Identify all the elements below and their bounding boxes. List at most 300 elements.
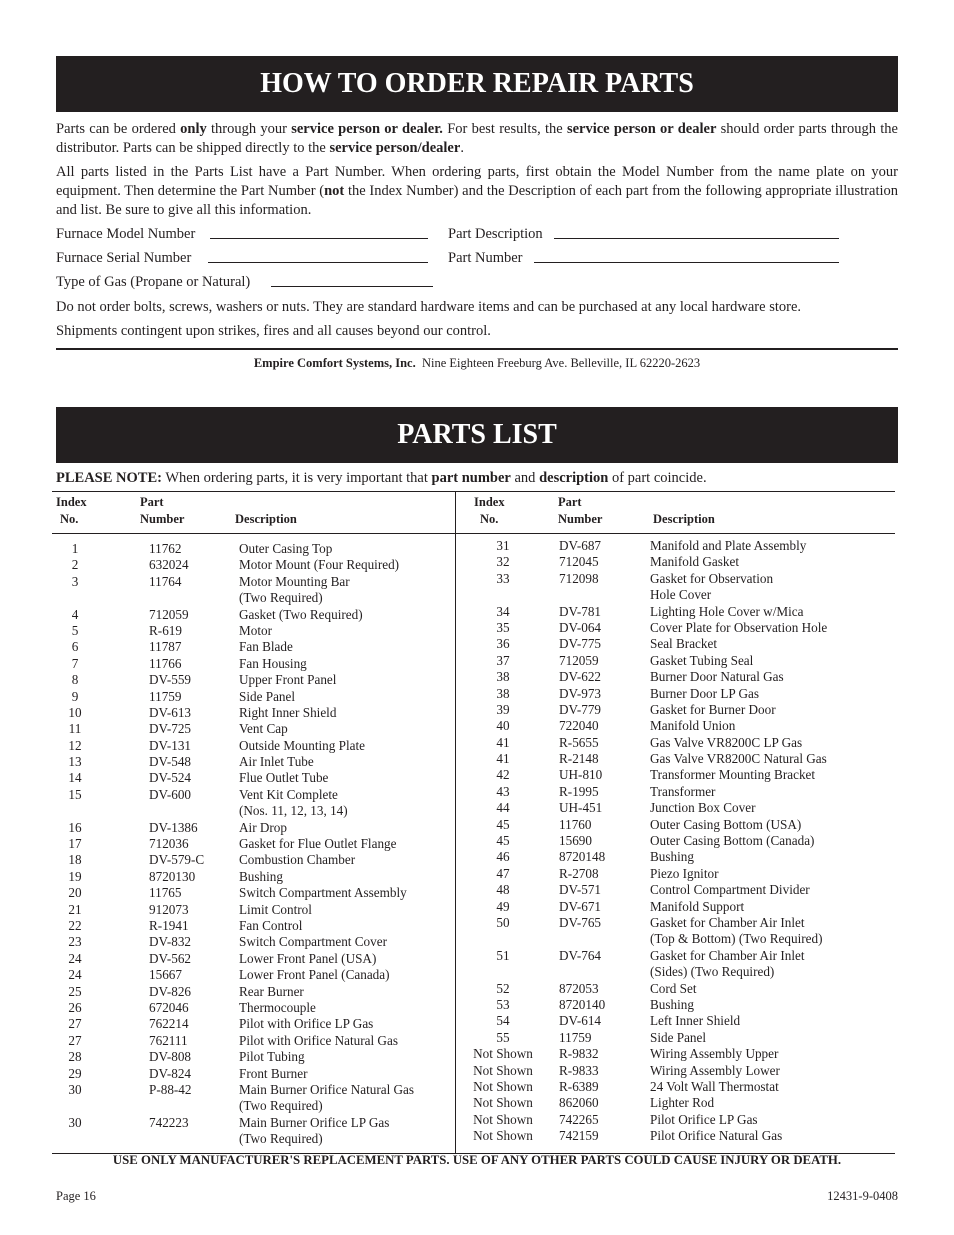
part-number-cell: DV-600 xyxy=(149,786,192,802)
emphasis-text: only xyxy=(180,121,207,137)
body-text: For best results, the xyxy=(442,121,567,137)
description-cell: (Nos. 11, 12, 13, 14) xyxy=(239,803,348,819)
index-cell: 41 xyxy=(496,734,510,750)
part-number-cell: 742265 xyxy=(559,1111,599,1127)
part-number-cell: 11766 xyxy=(149,655,182,671)
index-cell: 16 xyxy=(68,819,82,835)
index-cell: 26 xyxy=(68,999,82,1015)
index-cell: 30 xyxy=(68,1081,82,1097)
parts-row xyxy=(471,1112,895,1128)
parts-row xyxy=(471,899,895,915)
description-cell: Air Drop xyxy=(239,819,287,835)
right-header-part: Part xyxy=(558,495,582,509)
index-cell: 24 xyxy=(68,967,82,983)
part-number-cell: 712036 xyxy=(149,836,189,852)
parts-row xyxy=(471,767,895,783)
part-number-cell: 11764 xyxy=(149,573,182,589)
part-number-cell: DV-765 xyxy=(559,914,602,930)
part-number-cell: R-2148 xyxy=(559,751,599,767)
left-header-part: Part xyxy=(140,495,164,509)
right-header-number: Number xyxy=(558,512,603,526)
description-cell: Fan Housing xyxy=(239,655,307,671)
description-cell: Cover Plate for Observation Hole xyxy=(650,619,828,635)
description-cell: Seal Bracket xyxy=(650,636,718,652)
part-number-cell: DV-779 xyxy=(559,701,602,717)
description-cell: Pilot Orifice LP Gas xyxy=(650,1111,758,1127)
index-cell: 33 xyxy=(496,570,510,586)
index-cell: 55 xyxy=(496,1029,510,1045)
index-cell: 53 xyxy=(496,996,510,1012)
part-number-blank[interactable] xyxy=(534,262,839,263)
part-number-cell: DV-832 xyxy=(149,934,192,950)
emphasis-text: service person/dealer xyxy=(329,140,461,156)
description-cell: Junction Box Cover xyxy=(650,800,756,816)
part-description-label: Part Description xyxy=(448,226,543,242)
document-number: 12431-9-0408 xyxy=(827,1189,898,1203)
left-header-number: Number xyxy=(140,512,185,526)
parts-row xyxy=(471,1095,895,1111)
parts-row xyxy=(53,934,453,950)
parts-row xyxy=(53,836,453,852)
part-number-cell: R-9832 xyxy=(559,1046,599,1062)
part-number-cell: DV-571 xyxy=(559,882,602,898)
parts-row xyxy=(471,931,895,947)
part-number-cell: 762111 xyxy=(149,1032,188,1048)
part-number-cell: DV-562 xyxy=(149,950,192,966)
parts-row xyxy=(471,686,895,702)
emphasis-text: not xyxy=(324,183,345,199)
company-divider xyxy=(56,348,898,350)
part-number-cell: DV-579-C xyxy=(149,852,205,868)
description-cell: Outer Casing Bottom (Canada) xyxy=(650,833,815,849)
index-cell: 18 xyxy=(68,852,82,868)
parts-row xyxy=(53,656,453,672)
part-number-cell: DV-614 xyxy=(559,1013,602,1029)
parts-row xyxy=(471,735,895,751)
order-paragraph-1 xyxy=(56,120,898,158)
parts-row xyxy=(471,751,895,767)
part-number-cell: DV-781 xyxy=(559,603,602,619)
part-number-cell: DV-687 xyxy=(559,538,602,553)
description-cell: Main Burner Orifice Natural Gas xyxy=(239,1081,415,1097)
parts-row xyxy=(471,554,895,570)
left-header-index: Index xyxy=(56,495,87,509)
description-cell: Side Panel xyxy=(650,1029,707,1045)
description-cell: Lower Front Panel (Canada) xyxy=(239,967,390,983)
description-cell: Upper Front Panel xyxy=(239,672,337,688)
parts-row xyxy=(471,1013,895,1029)
description-cell: Manifold Union xyxy=(650,718,736,734)
part-number-cell: DV-671 xyxy=(559,898,602,914)
emphasis-text: description xyxy=(539,470,609,486)
part-number-cell: 8720140 xyxy=(559,996,606,1012)
index-cell: 6 xyxy=(71,639,79,655)
index-cell: 12 xyxy=(68,737,82,753)
index-cell: 4 xyxy=(71,606,79,622)
left-header-index-no: No. xyxy=(60,512,79,526)
parts-row xyxy=(53,803,453,819)
parts-row xyxy=(53,754,453,770)
emphasis-text: part number xyxy=(431,470,511,486)
description-cell: Motor Mounting Bar xyxy=(239,573,350,589)
description-cell: Air Inlet Tube xyxy=(239,754,314,770)
part-number-cell: 742223 xyxy=(149,1114,189,1130)
shipments-note: Shipments contingent upon strikes, fires and all causes beyond our control. xyxy=(56,323,491,339)
furnace-model-label: Furnace Model Number xyxy=(56,226,196,242)
description-cell: Lighting Hole Cover w/Mica xyxy=(650,603,804,619)
index-cell: 20 xyxy=(68,885,82,901)
index-cell: 7 xyxy=(71,655,79,671)
description-cell: Gas Valve VR8200C Natural Gas xyxy=(650,751,827,767)
parts-row xyxy=(471,718,895,734)
part-number-cell: 712098 xyxy=(559,570,599,586)
description-cell: Gasket for Chamber Air Inlet xyxy=(650,947,805,963)
index-cell: 22 xyxy=(68,917,82,933)
description-cell: Gasket for Observation xyxy=(650,570,774,586)
parts-row xyxy=(471,587,895,603)
part-number-cell: DV-559 xyxy=(149,672,192,688)
parts-row xyxy=(53,1066,453,1082)
part-number-cell: 742159 xyxy=(559,1128,599,1144)
index-cell: 38 xyxy=(496,685,510,701)
part-number-cell: R-619 xyxy=(149,622,182,638)
index-cell: 11 xyxy=(68,721,82,737)
description-cell: Combustion Chamber xyxy=(239,852,356,868)
index-cell: 27 xyxy=(68,1016,82,1032)
replacement-parts-warning: USE ONLY MANUFACTURER'S REPLACEMENT PARTS. USE OF ANY OTHER PARTS COULD CAUSE INJURY OR DEATH. xyxy=(112,1153,842,1167)
furnace-model-blank[interactable] xyxy=(210,238,428,239)
description-cell: Burner Door Natural Gas xyxy=(650,669,784,685)
parts-row xyxy=(53,1033,453,1049)
description-cell: Bushing xyxy=(650,849,694,865)
description-cell: Outside Mounting Plate xyxy=(239,737,366,753)
part-number-cell: 11762 xyxy=(149,541,182,556)
left-parts-list xyxy=(53,541,453,1147)
index-cell: 40 xyxy=(496,718,510,734)
description-cell: Gasket for Chamber Air Inlet xyxy=(650,914,805,930)
parts-row xyxy=(53,967,453,983)
description-cell: Limit Control xyxy=(239,901,312,917)
part-number-cell: 762214 xyxy=(149,1016,189,1032)
index-cell: 34 xyxy=(496,603,510,619)
index-cell: Not Shown xyxy=(473,1095,533,1111)
part-number-cell: DV-131 xyxy=(149,737,192,753)
part-number-cell: R-9833 xyxy=(559,1062,599,1078)
parts-row xyxy=(53,607,453,623)
description-cell: Pilot with Orifice LP Gas xyxy=(239,1016,374,1032)
description-cell: Motor xyxy=(239,622,272,638)
company-address: Nine Eighteen Freeburg Ave. Belleville, IL 62220-2623 xyxy=(421,356,701,370)
part-number-cell: 712059 xyxy=(149,606,189,622)
parts-row xyxy=(53,1000,453,1016)
parts-row xyxy=(53,738,453,754)
gas-type-blank[interactable] xyxy=(271,286,433,287)
description-cell: Transformer xyxy=(650,783,716,799)
index-cell: 14 xyxy=(68,770,82,786)
part-number-cell: R-1995 xyxy=(559,783,599,799)
part-number-cell: 712059 xyxy=(559,652,599,668)
parts-row xyxy=(471,1046,895,1062)
index-cell: 15 xyxy=(68,786,82,802)
part-number-cell: 872053 xyxy=(559,980,599,996)
description-cell: Manifold Gasket xyxy=(650,554,739,570)
parts-row xyxy=(471,964,895,980)
index-cell: 38 xyxy=(496,669,510,685)
index-cell: 52 xyxy=(496,980,510,996)
description-cell: Pilot with Orifice Natural Gas xyxy=(239,1032,398,1048)
gas-type-label: Type of Gas (Propane or Natural) xyxy=(56,274,251,290)
parts-row xyxy=(471,817,895,833)
emphasis-text: PLEASE NOTE: xyxy=(56,470,162,486)
parts-row xyxy=(53,1115,453,1131)
parts-row xyxy=(471,981,895,997)
parts-row xyxy=(471,1030,895,1046)
part-number-cell: DV-1386 xyxy=(149,819,198,835)
parts-row xyxy=(53,770,453,786)
index-cell: 25 xyxy=(68,983,82,999)
index-cell: 51 xyxy=(496,947,510,963)
parts-row xyxy=(53,951,453,967)
description-cell: Motor Mount (Four Required) xyxy=(239,557,400,573)
description-cell: Switch Compartment Cover xyxy=(239,934,387,950)
parts-banner xyxy=(56,407,898,463)
index-cell: Not Shown xyxy=(473,1128,533,1144)
description-cell: Burner Door LP Gas xyxy=(650,685,760,701)
right-header-index-no: No. xyxy=(480,512,499,526)
part-number-cell: DV-824 xyxy=(149,1065,192,1081)
description-cell: Left Inner Shield xyxy=(650,1013,741,1029)
parts-row xyxy=(471,669,895,685)
parts-row xyxy=(53,1082,453,1098)
parts-row xyxy=(471,571,895,587)
order-title: HOW TO ORDER REPAIR PARTS xyxy=(260,68,694,99)
parts-row xyxy=(53,1098,453,1114)
table-header-rule xyxy=(52,533,895,534)
index-cell: 37 xyxy=(496,652,510,668)
parts-row xyxy=(471,1079,895,1095)
parts-row xyxy=(53,984,453,1000)
description-cell: (Two Required) xyxy=(239,1098,323,1114)
parts-row xyxy=(471,1128,895,1144)
index-cell: 32 xyxy=(496,554,510,570)
order-paragraph-2 xyxy=(56,163,898,220)
parts-row xyxy=(471,653,895,669)
part-number-cell: 632024 xyxy=(149,557,189,573)
part-number-cell: DV-548 xyxy=(149,754,192,770)
index-cell: Not Shown xyxy=(473,1062,533,1078)
description-cell: Pilot Orifice Natural Gas xyxy=(650,1128,783,1144)
description-cell: Right Inner Shield xyxy=(239,704,337,720)
parts-title: PARTS LIST xyxy=(397,419,557,450)
index-cell: Not Shown xyxy=(473,1078,533,1094)
index-cell: 41 xyxy=(496,751,510,767)
emphasis-text: service person or dealer xyxy=(566,121,717,137)
part-number-cell: R-6389 xyxy=(559,1078,599,1094)
part-number-cell: DV-524 xyxy=(149,770,192,786)
body-text: . xyxy=(460,140,464,156)
parts-row xyxy=(53,1016,453,1032)
parts-row xyxy=(53,689,453,705)
parts-row xyxy=(471,866,895,882)
part-number-cell: 11787 xyxy=(149,639,182,655)
parts-row xyxy=(53,705,453,721)
index-cell: 17 xyxy=(68,836,82,852)
furnace-serial-label: Furnace Serial Number xyxy=(56,250,192,266)
index-cell: 45 xyxy=(496,833,510,849)
description-cell: (Two Required) xyxy=(239,590,323,606)
description-cell: Manifold Support xyxy=(650,898,745,914)
description-cell: Gas Valve VR8200C LP Gas xyxy=(650,734,803,750)
parts-row xyxy=(53,820,453,836)
description-cell: Gasket for Flue Outlet Flange xyxy=(239,836,397,852)
part-number-cell: R-5655 xyxy=(559,734,599,750)
part-number-cell: DV-622 xyxy=(559,669,602,685)
parts-row xyxy=(471,1063,895,1079)
company-name: Empire Comfort Systems, Inc. xyxy=(253,356,416,370)
index-cell: 30 xyxy=(68,1114,82,1130)
index-cell: 27 xyxy=(68,1032,82,1048)
part-number-cell: 722040 xyxy=(559,718,599,734)
index-cell: 49 xyxy=(496,898,510,914)
description-cell: Gasket for Burner Door xyxy=(650,701,776,717)
parts-row xyxy=(53,721,453,737)
part-number-cell: 15667 xyxy=(149,967,182,983)
table-top-rule xyxy=(52,491,895,492)
parts-row xyxy=(53,852,453,868)
left-header-description: Description xyxy=(235,512,297,526)
right-header-description: Description xyxy=(653,512,715,526)
parts-row xyxy=(53,623,453,639)
description-cell: Vent Cap xyxy=(239,721,288,737)
index-cell: 19 xyxy=(68,868,82,884)
description-cell: Hole Cover xyxy=(650,587,712,603)
part-number-cell: 712045 xyxy=(559,554,599,570)
part-number-cell: 912073 xyxy=(149,901,189,917)
body-text: of part coincide. xyxy=(608,470,707,486)
parts-row xyxy=(471,702,895,718)
furnace-serial-blank[interactable] xyxy=(208,262,428,263)
parts-row xyxy=(53,590,453,606)
description-cell: Control Compartment Divider xyxy=(650,882,810,898)
parts-row xyxy=(471,604,895,620)
part-number-cell: R-1941 xyxy=(149,917,189,933)
index-cell: 35 xyxy=(496,619,510,635)
description-cell: 24 Volt Wall Thermostat xyxy=(650,1078,779,1094)
description-cell: Flue Outlet Tube xyxy=(239,770,329,786)
description-cell: Bushing xyxy=(650,996,694,1012)
part-number-cell: 11760 xyxy=(559,816,592,832)
index-cell: 42 xyxy=(496,767,510,783)
parts-row xyxy=(53,557,453,573)
parts-row xyxy=(53,885,453,901)
body-text: and xyxy=(510,470,540,486)
index-cell: 21 xyxy=(68,901,82,917)
parts-row xyxy=(471,997,895,1013)
parts-row xyxy=(53,1131,453,1147)
please-note xyxy=(56,469,707,488)
index-cell: 45 xyxy=(496,816,510,832)
part-number-cell: DV-973 xyxy=(559,685,602,701)
part-number-cell: 15690 xyxy=(559,833,592,849)
index-cell: 24 xyxy=(68,950,82,966)
description-cell: Gasket Tubing Seal xyxy=(650,652,754,668)
parts-row xyxy=(53,869,453,885)
body-text: All parts listed in the Parts List have a Part Number. When ordering parts, first obtain the Model Number from the name plate on your equipment. Then determine the Part Number ( xyxy=(56,164,898,199)
description-cell: Vent Kit Complete xyxy=(239,786,338,802)
part-number-cell: DV-808 xyxy=(149,1049,192,1065)
parts-row xyxy=(471,636,895,652)
description-cell: Switch Compartment Assembly xyxy=(239,885,407,901)
part-number-cell: UH-451 xyxy=(559,800,603,816)
parts-row xyxy=(471,948,895,964)
parts-row xyxy=(471,849,895,865)
hardware-note: Do not order bolts, screws, washers or nuts. They are standard hardware items and can be purchased at any local hardware store. xyxy=(56,299,802,315)
index-cell: 9 xyxy=(71,688,79,704)
description-cell: Wiring Assembly Upper xyxy=(650,1046,779,1062)
description-cell: Manifold and Plate Assembly xyxy=(650,538,807,553)
index-cell: 43 xyxy=(496,783,510,799)
body-text: the Index Number) and the Description of each part from the following appropriate illustration and list. Be sure to give all this information. xyxy=(56,183,899,218)
parts-row xyxy=(53,672,453,688)
description-cell: Outer Casing Bottom (USA) xyxy=(650,816,802,832)
index-cell: 13 xyxy=(68,754,82,770)
parts-row xyxy=(53,1049,453,1065)
part-number-cell: DV-764 xyxy=(559,947,602,963)
part-number-cell: DV-613 xyxy=(149,704,192,720)
index-cell: 8 xyxy=(71,672,79,688)
part-number-cell: 8720130 xyxy=(149,868,196,884)
index-cell: Not Shown xyxy=(473,1111,533,1127)
description-cell: Thermocouple xyxy=(239,999,316,1015)
part-number-cell: 862060 xyxy=(559,1095,599,1111)
part-number-cell: DV-775 xyxy=(559,636,602,652)
index-cell: 5 xyxy=(71,622,79,638)
parts-row xyxy=(471,833,895,849)
parts-row xyxy=(53,541,453,557)
description-cell: Front Burner xyxy=(239,1065,308,1081)
body-text: Parts can be ordered xyxy=(56,121,181,137)
parts-row xyxy=(53,918,453,934)
index-cell: Not Shown xyxy=(473,1046,533,1062)
description-cell: Main Burner Orifice LP Gas xyxy=(239,1114,390,1130)
part-number-cell: 11759 xyxy=(149,688,182,704)
description-cell: Gasket (Two Required) xyxy=(239,606,363,622)
index-cell: 10 xyxy=(68,704,82,720)
part-description-blank[interactable] xyxy=(554,238,839,239)
body-text: When ordering parts, it is very important that xyxy=(161,470,432,486)
description-cell: Rear Burner xyxy=(239,983,304,999)
order-banner xyxy=(56,56,898,112)
part-number-cell: UH-810 xyxy=(559,767,603,783)
parts-row xyxy=(471,784,895,800)
description-cell: (Sides) (Two Required) xyxy=(650,964,775,980)
right-header-index: Index xyxy=(474,495,505,509)
parts-row xyxy=(471,915,895,931)
parts-row xyxy=(471,800,895,816)
description-cell: Fan Blade xyxy=(239,639,293,655)
index-cell: 54 xyxy=(496,1013,510,1029)
part-number-cell: 8720148 xyxy=(559,849,606,865)
index-cell: 3 xyxy=(71,573,79,589)
parts-row xyxy=(471,620,895,636)
description-cell: Bushing xyxy=(239,868,283,884)
parts-row xyxy=(53,574,453,590)
description-cell: Outer Casing Top xyxy=(239,541,333,556)
description-cell: Cord Set xyxy=(650,980,697,996)
index-cell: 46 xyxy=(496,849,510,865)
part-number-cell: DV-826 xyxy=(149,983,192,999)
table-column-divider xyxy=(455,491,456,1154)
